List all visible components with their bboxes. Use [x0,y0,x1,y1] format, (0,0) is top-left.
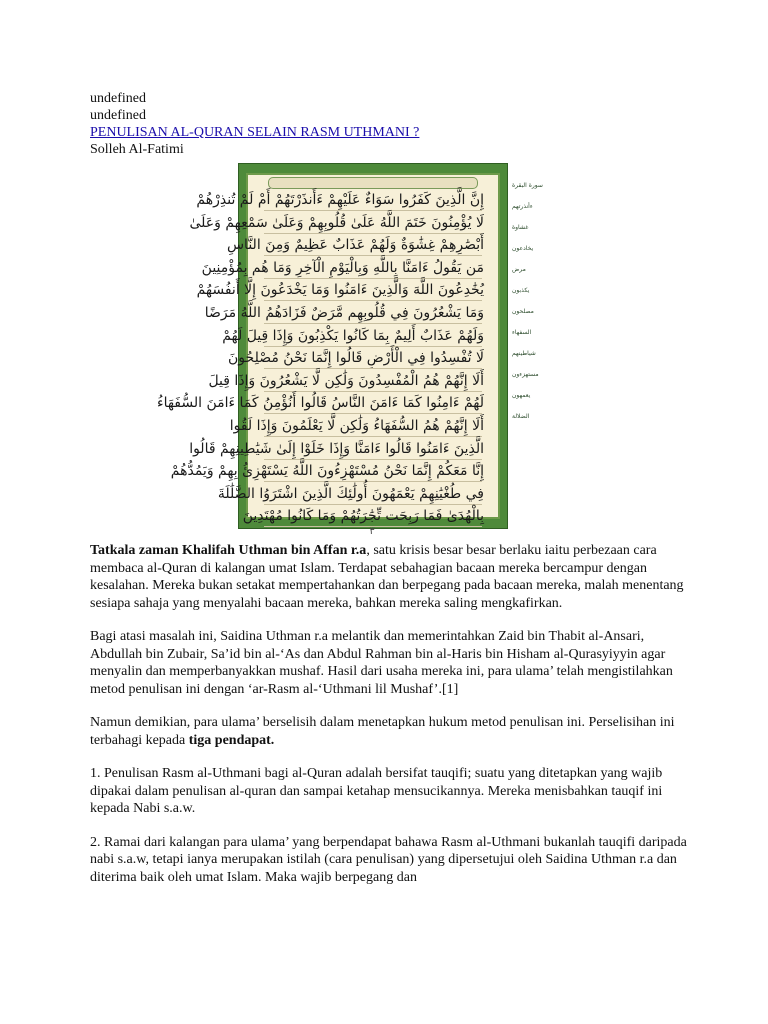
document-page [90,90,690,902]
mushaf-line: الَّذِينَ ءَامَنُوا قَالُوا ءَامَنَّا وَإِذَا خَلَوْا إِلَىٰ شَيَٰطِينِهِمْ قَالُوا [189,440,484,457]
mushaf-rule [264,504,482,505]
paragraph-3 [90,714,690,749]
mushaf-line: بِالْهُدَىٰ فَمَا رَبِحَت تِّجَٰرَتُهُمْ وَمَا كَانُوا مُهْتَدِينَ [242,508,484,525]
mushaf-line: أَبْصَٰرِهِمْ غِشَٰوَةٌ وَلَهُمْ عَذَابٌ عَظِيمٌ وَمِنَ النَّاسِ [226,237,484,254]
mushaf-line: وَمَا يَشْعُرُونَ فِي قُلُوبِهِم مَّرَضٌ فَزَادَهُمُ اللَّهُ مَرَضًا [204,305,484,321]
mushaf-line: أَلَا إِنَّهُمْ هُمُ الْمُفْسِدُونَ وَلَٰكِن لَّا يَشْعُرُونَ وَإِذَا قِيلَ [208,372,484,389]
mushaf-rule [264,323,482,324]
mushaf-rule [264,346,482,347]
mushaf-rule [264,481,482,482]
mushaf-line: فِي طُغْيَٰنِهِمْ يَعْمَهُونَ أُولَٰئِكَ الَّذِينَ اشْتَرَوُا الضَّلَٰلَةَ [217,485,484,502]
margin-note: ءأنذرتهم [512,203,533,210]
margin-note: الضلالة [512,413,530,420]
margin-note: يعمهون [512,392,531,399]
author-name: Solleh Al-Fatimi [90,142,184,157]
article-title[interactable] [90,124,690,141]
mushaf-line: أَلَا إِنَّهُمْ هُمُ السُّفَهَاءُ وَلَٰكِن لَّا يَعْلَمُونَ وَإِذَا لَقُوا [229,418,484,434]
mushaf-rule [264,413,482,414]
margin-note: يكذبون [512,287,530,294]
mushaf-rule [264,278,482,279]
mushaf-page-number: ٣ [369,526,375,537]
paragraph-2: Bagi atasi masalah ini, Saidina Uthman r.a melantik dan memerintahkan Zaid bin Thabit al-Ansari, Abdullah bin Zubair, Sa’id bin al-‘As dan Abdul Rahman bin al-Haris bin Hisham al-Qurasyiyyin agar menyalin dan memperbanyakkan mushaf. Hasil dari usaha mereka ini, para ulama’ telah mengistilahkan metod penulisan ini dengan ‘ar-Rasm al-‘Uthmani lil Mushaf’.[1] [90,629,673,697]
paragraph-1-bold: Tatkala zaman Khalifah Uthman bin Affan r.a [90,543,367,558]
margin-note: مصلحون [512,308,534,315]
mushaf-border [157,163,508,529]
paragraph-4: 1. Penulisan Rasm al-Uthmani bagi al-Quran adalah bersifat tauqifi; suatu yang ditetapkan yang wajib dipakai dalam penulisan al-quran dan sampai ketahap mensucikannya. Mereka menisbahkan tauqif ini kepada Nabi s.a.w. [90,766,663,816]
mushaf-page-image [157,163,608,537]
margin-note: السفهاء [512,329,532,336]
paragraph-5: 2. Ramai dari kalangan para ulama’ yang berpendapat bahawa Rasm al-Uthmani bukanlah tauqifi daripada nabi s.a.w, tetapi ianya merupakan istilah (cara penulisan) yang dipersetujui oleh Saidina Uthman r.a dan diterima baik oleh umat Islam. Maka wajib berpegang dan [90,834,687,885]
mushaf-line: مَن يَقُولُ ءَامَنَّا بِاللَّهِ وَبِالْيَوْمِ الْآخِرِ وَمَا هُم بِمُؤْمِنِينَ [201,259,484,276]
undefined-line-1: undefined [90,91,146,106]
mushaf-rule [264,300,482,301]
mushaf-rule [264,210,482,211]
margin-note: غشاوة [512,224,529,231]
paragraph-3-bold: tiga pendapat. [188,732,275,748]
paragraph-1 [90,542,690,612]
paragraph-1-text: , satu krisis besar besar berlaku iaitu perbezaan cara membaca al-Quran di kalangan umat Islam. Terdapat sebahagian bacaan mereka bercampur dengan kesalahan. Mereka bukan setakat mempertahankan dan berpegang pada bacaan mereka, malah menentang sesiapa sahaja yang menyalahi bacaan mereka, bahkan mereka saling mengkafirkan. [90,543,684,611]
mushaf-text-area [157,173,500,525]
mushaf-line: لَهُمْ ءَامِنُوا كَمَا ءَامَنَ النَّاسُ قَالُوا أَنُؤْمِنُ كَمَا ءَامَنَ السُّفَهَاءُ [157,395,484,412]
margin-note: يخادعون [512,245,534,252]
mushaf-line: وَلَهُمْ عَذَابٌ أَلِيمٌ بِمَا كَانُوا يَكْذِبُونَ وَإِذَا قِيلَ لَهُمْ [222,327,484,344]
mushaf-line: إِنَّ الَّذِينَ كَفَرُوا سَوَاءٌ عَلَيْهِمْ ءَأَنذَرْتَهُمْ أَمْ لَمْ تُنذِرْهُمْ [196,192,484,208]
paragraph-3-text: Namun demikian, para ulama’ berselisih dalam menetapkan hukum metod penulisan ini. Perselisihan ini terbahagi kepada [90,715,675,748]
article-title-link[interactable]: PENULISAN AL-QURAN SELAIN RASM UTHMANI ? [90,125,420,140]
mushaf-rule [264,368,482,369]
mushaf-rule [264,436,482,437]
margin-note: سورة البقرة [512,182,543,189]
margin-note: شياطينهم [512,350,536,357]
mushaf-rule [264,459,482,460]
mushaf-margin-notes [512,181,552,421]
mushaf-line: يُخَٰدِعُونَ اللَّهَ وَالَّذِينَ ءَامَنُوا وَمَا يَخْدَعُونَ إِلَّا أَنفُسَهُمْ [196,282,484,299]
mushaf-line: لَا يُؤْمِنُونَ خَتَمَ اللَّهُ عَلَىٰ قُلُوبِهِمْ وَعَلَىٰ سَمْعِهِمْ وَعَلَىٰ [189,214,484,231]
mushaf-header-ornament [268,177,478,189]
mushaf-line: إِنَّا مَعَكُمْ إِنَّمَا نَحْنُ مُسْتَهْزِءُونَ اللَّهُ يَسْتَهْزِئُ بِهِمْ وَيَمُدُّهُمْ [170,463,484,480]
undefined-line-2: undefined [90,108,146,123]
margin-note: مرض [512,266,526,273]
margin-note: مستهزءون [512,371,539,378]
mushaf-rule [264,255,482,256]
mushaf-rule [264,233,482,234]
mushaf-line: لَا تُفْسِدُوا فِي الْأَرْضِ قَالُوا إِنَّمَا نَحْنُ مُصْلِحُونَ [228,350,484,367]
mushaf-rule [264,391,482,392]
